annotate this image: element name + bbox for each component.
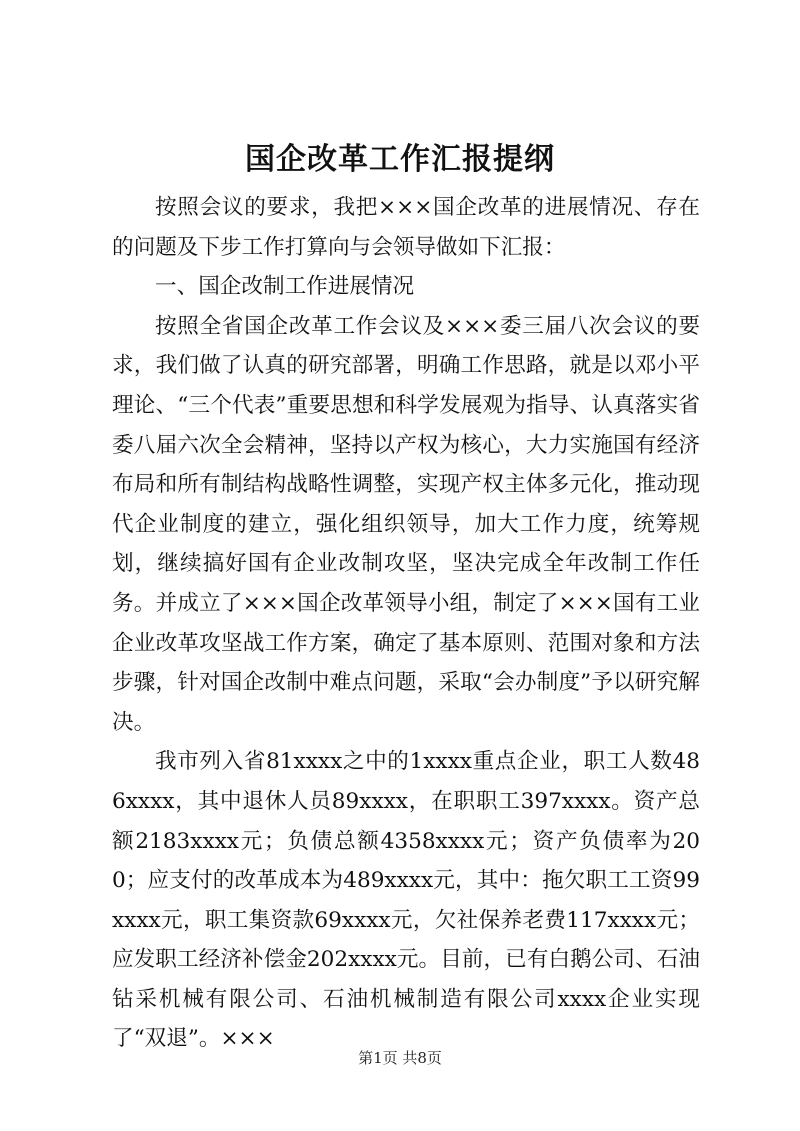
paragraph-progress: 按照全省国企改革工作会议及×××委三届八次会议的要求，我们做了认真的研究部署，明确工作思路，就是以邓小平理论、“三个代表”重要思想和科学发展观为指导、认真落实省委八届六次全会精神，坚持以产权为核心，大力实施国有经济布局和所有制结构战略性调整，实现产权主体多元化，推动现代企业制度的建立，强化组织领导，加大工作力度，统筹规划，继续搞好国有企业改制攻坚，坚决完成全年改制工作任务。并成立了×××国企改革领导小组，制定了×××国有工业企业改革攻坚战工作方案，确定了基本原则、范围对象和方法步骤，针对国企改制中难点问题，采取“会办制度”予以研究解决。 — [112, 313, 700, 735]
paragraph-intro: 按照会议的要求，我把×××国企改革的进展情况、存在的问题及下步工作打算向与会领导做如下汇报： — [112, 195, 700, 260]
document-title: 国企改革工作汇报提纲 — [245, 142, 555, 177]
document-body — [112, 188, 700, 1059]
page-footer: 第1页 共8页 — [358, 1049, 442, 1067]
section-heading: 一、国企改制工作进展情况 — [155, 274, 415, 300]
paragraph-statistics: 我市列入省81xxxx之中的1xxxx重点企业，职工人数486xxxx，其中退休人员89xxxx，在职职工397xxxx。资产总额2183xxxx元；负债总额4358xxxx元；资产负债率为200；应支付的改革成本为489xxxx元，其中：拖欠职工工资99xxxx元，职工集资款69xxxx元，欠社保养老费117xxxx元；应发职工经济补偿金202xxxx元。目前，已有白鹅公司、石油钻采机械有限公司、石油机械制造有限公司xxxx企业实现了“双退”。××× — [112, 749, 700, 1052]
